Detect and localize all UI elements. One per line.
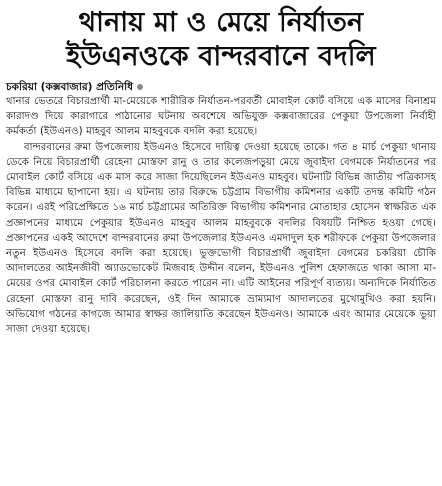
byline [6, 80, 436, 94]
paragraph-1: থানার ভেতরে বিচারপ্রার্থী মা-মেয়েকে শারীরিক নির্যাতন-পরবর্তী মোবাইল কোর্ট বসিয়ে এক মাসের বিনাশ্রম কারাদণ্ড দিয়ে কারাগারে পাঠানোর ঘটনায় অবশেষে অভিযুক্ত কক্সবাজারের পেকুয়া উপজেলা নির্বাহী কর্মকর্তা (ইউএনও) মাহবুব আলম মাহবুবকে বদলি করা হয়েছে। [6, 96, 436, 138]
headline [6, 0, 436, 74]
headline-line-1: থানায় মা ও মেয়ে নির্যাতন [78, 7, 364, 38]
paragraph-2: বান্দরবানের রুমা উপজেলায় ইউএনও হিসেবে দায়িত্ব দেওয়া হয়েছে তাকে। গত ৪ মার্চ পেকুয়া থানায় ডেকে নিয়ে বিচারপ্রার্থী রেহেনা মোস্তফা রানু ও তার কলেজপড়ুয়া মেয়ে জুবাইদা বেগমকে নির্যাতনের পর মোবাইল কোর্ট বসিয়ে এক মাস করে সাজা দিয়েছিলেন ইউএনও মাহবুব। ঘটনাটি বিভিন্ন জাতীয় পত্রিকাসহ বিভিন্ন মাধ্যমে ছাপানো হয়। এ ঘটনায় তার বিরুদ্ধে চট্টগ্রাম বিভাগীয় কমিশনার একটি তদন্ত কমিটি গঠন করেন। এরই পরিপ্রেক্ষিতে ১৬ মার্চ চট্টগ্রামের অতিরিক্ত বিভাগীয় কমিশনার মোতাহার হোসেন স্বাক্ষরিত এক প্রজ্ঞাপনের মাধ্যমে পেকুয়ার ইউএনও মাহবুব আলম মাহবুবকে বদলির বিষয়টি নিশ্চিত হওয়া গেছে। প্রজ্ঞাপনের একই আদেশে বান্দরবানের রুমা উপজেলার ইউএনও এমদাদুল হক শরীফকে পেকুয়া উপজেলার নতুন ইউএনও হিসেবে বদলি করা হয়েছে। ভুক্তভোগী বিচারপ্রার্থী জুবাইদা বেগমের চকরিয়া চৌকি আদালতের আইনজীবী অ্যাডভোকেট মিজবাহ উদ্দীন বলেন, ইউএনও পুলিশ হেফাজতে থাকা আসা মা-মেয়ের ওপর মোবাইল কোর্ট পরিচালনা করতে পারেন না। এটি আইনের পরিপূর্ণ ব্যত্যয়। অন্যদিকে নির্যাতিত রেহেনা মোস্তফা রানু দাবি করেছেন, ওই দিন আমাকে ভ্রাম্যমাণ আদালতের মুখোমুখিও করা হয়নি। অভিযোগ গঠনের কাগজে আমার স্বাক্ষর জালিয়াতি করেছেন ইউএনও। আমাকে এবং আমার মেয়েকে ভুয়া সাজা দেওয়া হয়েছে। [6, 141, 436, 336]
headline-line-2: ইউএনওকে বান্দরবানে বদলি [66, 41, 376, 72]
byline-text: চকরিয়া (কক্সবাজার) প্রতিনিধি [6, 81, 133, 93]
bullet-icon [137, 84, 143, 90]
